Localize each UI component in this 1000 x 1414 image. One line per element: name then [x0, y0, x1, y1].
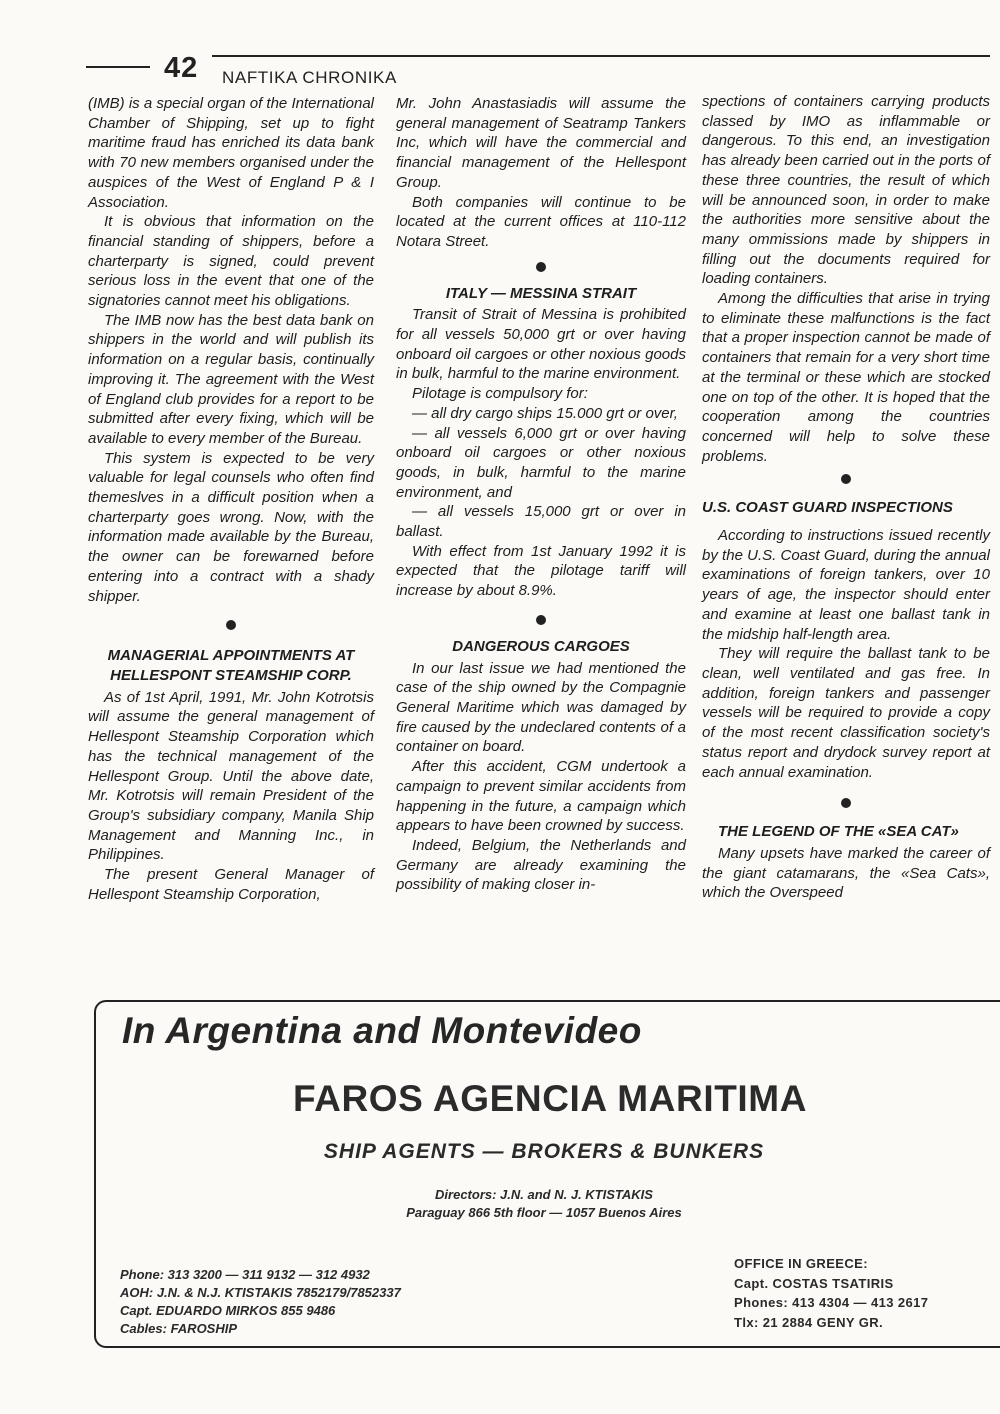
header-rule-right: [212, 55, 990, 57]
section-bullet: [536, 262, 546, 272]
ad-contacts: [120, 1266, 401, 1338]
advertisement-box: [94, 1000, 1000, 1348]
magazine-title: NAFTIKA CHRONIKA: [222, 68, 397, 87]
paragraph: Both companies will continue to be located at the current offices at 110-112 Notara Street.: [396, 193, 686, 250]
paragraph: The IMB now has the best data bank on shippers in the world and will publish its information on a regular basis, continually improving it. The agreement with the West of England club provides for a report to be submitted after every fixing, which will be available to every member of the Bureau.: [88, 311, 374, 447]
paragraph: It is obvious that information on the financial standing of shippers, before a charterparty is signed, could prevent serious loss in the event that one of the signatories cannot meet his obligations.: [88, 213, 374, 310]
paragraph: Mr. John Anastasiadis will assume the general management of Seatramp Tankers Inc, which will have the commercial and financial management of the Hellespont Group.: [396, 95, 686, 191]
column-2: [396, 94, 686, 895]
ad-directors: Directors: J.N. and N. J. KTISTAKIS: [435, 1187, 653, 1202]
ad-aoh: AOH: J.N. & N.J. KTISTAKIS 7852179/7852337: [120, 1285, 401, 1300]
paragraph: — all vessels 6,000 grt or over having onboard oil cargoes or other noxious goods, in bulk, harmful to the marine environment, and: [396, 424, 686, 501]
paragraph: Transit of Strait of Messina is prohibited for all vessels 50,000 grt or over having onboard oil cargoes or other noxious goods in bulk, harmful to the marine environment.: [396, 306, 686, 383]
section-heading: MANAGERIAL APPOINTMENTS AT HELLESPONT STEAMSHIP CORP.: [107, 647, 355, 684]
column-1: [88, 94, 374, 904]
greece-office-phones: Phones: 413 4304 — 413 2617: [734, 1295, 929, 1310]
section-bullet: [226, 620, 236, 630]
section-bullet: [841, 798, 851, 808]
section-heading: ITALY — MESSINA STRAIT: [445, 284, 637, 302]
header-rule-left: [86, 66, 150, 68]
paragraph: — all dry cargo ships 15.000 grt or over,: [412, 404, 678, 422]
ad-phone: Phone: 313 3200 — 311 9132 — 312 4932: [120, 1267, 370, 1282]
ad-captain: Capt. EDUARDO MIRKOS 855 9486: [120, 1303, 336, 1318]
paragraph: — all vessels 15,000 grt or over in ballast.: [396, 503, 686, 541]
paragraph: Many upsets have marked the career of the giant catamarans, the «Sea Cats», which the Overspeed: [702, 844, 990, 902]
paragraph: Indeed, Belgium, the Netherlands and Germany are already examining the possibility of making closer in-: [396, 836, 686, 894]
paragraph: As of 1st April, 1991, Mr. John Kotrotsis will assume the general management of Hellespont Steamship Corporation which has the technical management of the Hellespont Group. Until the above date, Mr. Kotrotsis will remain President of the Group's subsidiary company, Manila Ship Management and Manning Inc., in Philippines.: [88, 688, 374, 864]
column-3: [702, 92, 990, 903]
ad-cables: Cables: FAROSHIP: [120, 1321, 238, 1336]
paragraph: (IMB) is a special organ of the International Chamber of Shipping, set up to fight maritime fraud has enriched its data bank with 70 new members organised under the auspices of the West of England P & I Association.: [88, 95, 374, 211]
paragraph: spections of containers carrying products classed by IMO as inflammable or dangerous. To this end, an investigation has already been carried out in the ports of these three countries, the result of which will be announced soon, in order to make the authorities more sensitive about the many ommissions made by shippers in filling out the documents required for loading containers.: [702, 93, 990, 288]
paragraph: In our last issue we had mentioned the case of the ship owned by the Compagnie General Maritime which was damaged by fire caused by the undeclared contents of a container on board.: [396, 659, 686, 756]
ad-address: Paraguay 866 5th floor — 1057 Buenos Aires: [406, 1205, 682, 1220]
ad-directors-block: [96, 1186, 992, 1222]
paragraph: After this accident, CGM undertook a campaign to prevent similar accidents from happening in the future, a campaign which appears to have been crowned by success.: [396, 758, 686, 835]
greece-office-captain: Capt. COSTAS TSATIRIS: [734, 1275, 894, 1291]
paragraph: The present General Manager of Hellespont Steamship Corporation,: [88, 866, 374, 903]
greece-office-label: OFFICE IN GREECE:: [734, 1256, 868, 1271]
paragraph: With effect from 1st January 1992 it is expected that the pilotage tariff will increase by about 8.9%.: [396, 542, 686, 600]
paragraph: They will require the ballast tank to be clean, well ventilated and gas free. In addition, foreign tankers and passenger vessels will be required to provide a copy of the most recent classification society's status report and drydock survey report at each annual examination.: [702, 645, 990, 781]
ad-services: SHIP AGENTS — BROKERS & BUNKERS: [323, 1140, 765, 1163]
section-heading: DANGEROUS CARGOES: [452, 637, 630, 655]
ad-title: In Argentina and Montevideo: [122, 1010, 642, 1051]
paragraph: Among the difficulties that arise in trying to eliminate these malfunctions is the fact that a proper inspection cannot be made of containers that remain for a very short time at the terminal or these which are stocked one on top of the other. It is hoped that the cooperation among the countries concerned will help to solve these problems.: [702, 290, 990, 465]
paragraph: Pilotage is compulsory for:: [412, 385, 588, 403]
section-heading: U.S. COAST GUARD INSPECTIONS: [702, 499, 953, 517]
paragraph: This system is expected to be very valuable for legal counsels who often find themeslves in a difficult position when a charterparty goes wrong. Now, with the information made available by the Bureau, the owner can be forewarned before entering into a contract with a shady shipper.: [88, 449, 374, 605]
greece-office-telex: Tlx: 21 2884 GENY GR.: [734, 1314, 884, 1330]
section-bullet: [536, 615, 546, 625]
section-heading: THE LEGEND OF THE «SEA CAT»: [718, 823, 959, 841]
section-bullet: [841, 474, 851, 484]
page-number: 42: [164, 52, 199, 84]
ad-company-name: FAROS AGENCIA MARITIMA: [292, 1078, 808, 1119]
paragraph: According to instructions issued recently by the U.S. Coast Guard, during the annual examinations of foreign tankers, over 10 years of age, the inspector should enter and examine at least one ballast tank in the midship half-length area.: [702, 527, 990, 643]
ad-greece-office: [734, 1254, 928, 1332]
